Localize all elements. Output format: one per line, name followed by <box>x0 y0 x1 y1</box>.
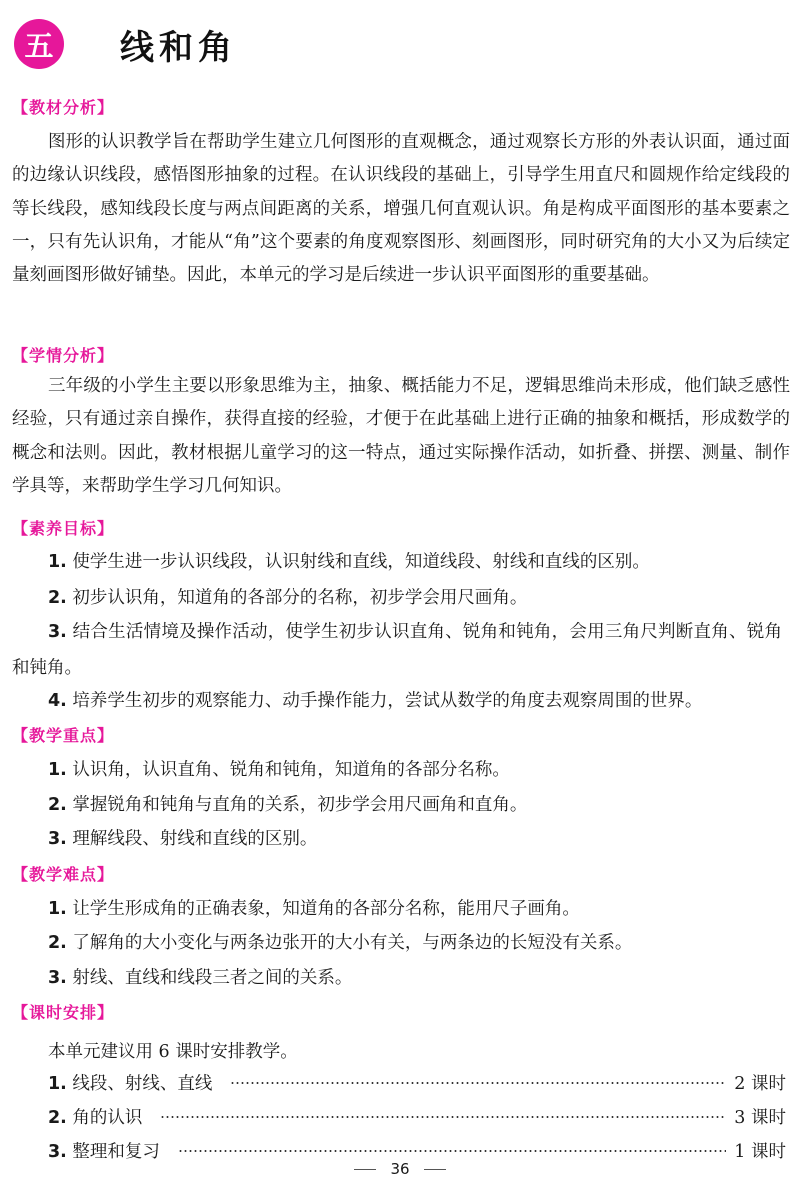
difficulty-item <box>12 960 782 996</box>
schedule-intro: 本单元建议用 6 课时安排教学。 <box>48 1042 298 1062</box>
schedule-hours: 2 课时 <box>734 1074 786 1094</box>
keypoint-item <box>12 787 782 823</box>
difficulty-item <box>12 891 782 927</box>
keypoint-item <box>12 752 782 788</box>
goal-item <box>12 544 782 580</box>
section-heading-goals: 【素养目标】 <box>12 519 115 538</box>
keypoint-text: 理解线段、射线和直线的区别。 <box>72 829 318 849</box>
page-footer <box>0 1160 800 1178</box>
schedule-number: 1. <box>48 1074 67 1094</box>
goal-text: 初步认识角，知道角的各部分的名称，初步学会用尺画角。 <box>72 588 528 608</box>
keypoint-number: 3. <box>48 829 67 849</box>
section-heading-keypoints: 【教学重点】 <box>12 726 115 745</box>
keypoint-text: 掌握锐角和钝角与直角的关系，初步学会用尺画角和直角。 <box>72 795 528 815</box>
difficulty-text: 了解角的大小变化与两条边张开的大小有关，与两条边的长短没有关系。 <box>72 933 633 953</box>
schedule-hours: 3 课时 <box>734 1108 786 1128</box>
goal-item <box>12 614 782 686</box>
section-heading-students: 【学情分析】 <box>12 346 115 365</box>
section-heading-schedule: 【课时安排】 <box>12 1003 115 1022</box>
goal-item <box>12 580 782 616</box>
goal-number: 1. <box>48 552 67 572</box>
keypoint-number: 1. <box>48 760 67 780</box>
schedule-lesson-name: 角的认识 <box>72 1108 143 1128</box>
schedule-number: 2. <box>48 1108 67 1128</box>
difficulty-number: 3. <box>48 968 67 988</box>
schedule-lesson-name: 线段、射线、直线 <box>72 1074 213 1094</box>
section-heading-textbook: 【教材分析】 <box>12 98 115 117</box>
goal-item <box>12 683 782 719</box>
textbook-analysis-paragraph: 图形的认识教学旨在帮助学生建立几何图形的直观概念，通过观察长方形的外表认识面，通过面的边缘认识线段，感悟图形抽象的过程。在认识线段的基础上，引导学生用直尺和圆规作给定线段的等长线段，感知线段长度与两点间距离的关系，增强几何直观认识。角是构成平面图形的基本要素之一，只有先认识角，才能从“角”这个要素的角度观察图形、刻画图形，同时研究角的大小又为后续定量刻画图形做好铺垫。因此，本单元的学习是后续进一步认识平面图形的重要基础。 <box>12 132 790 286</box>
keypoint-text: 认识角，认识直角、锐角和钝角，知道角的各部分名称。 <box>72 760 510 780</box>
goal-text: 使学生进一步认识线段，认识射线和直线，知道线段、射线和直线的区别。 <box>72 552 650 572</box>
schedule-lesson <box>48 1070 212 1095</box>
schedule-lesson <box>48 1104 142 1129</box>
goal-number: 4. <box>48 691 67 711</box>
section-heading-difficulties: 【教学难点】 <box>12 865 115 884</box>
difficulty-text: 让学生形成角的正确表象，知道角的各部分名称，能用尺子画角。 <box>72 899 580 919</box>
keypoint-item <box>12 821 782 857</box>
schedule-hours: 1 课时 <box>734 1142 786 1162</box>
goal-text: 结合生活情境及操作活动，使学生初步认识直角、锐角和钝角，会用三角尺判断直角、锐角和钝角。 <box>12 622 782 678</box>
dot-leader <box>230 1082 726 1084</box>
dot-leader <box>160 1116 726 1118</box>
chapter-header <box>14 16 237 72</box>
chapter-number-badge: 五 <box>14 19 64 69</box>
schedule-lesson-name: 整理和复习 <box>72 1142 160 1162</box>
difficulty-item <box>12 925 782 961</box>
goal-number: 3. <box>48 622 67 642</box>
difficulty-text: 射线、直线和线段三者之间的关系。 <box>72 968 353 988</box>
student-analysis-paragraph: 三年级的小学生主要以形象思维为主，抽象、概括能力不足，逻辑思维尚未形成，他们缺乏感性经验，只有通过亲自操作，获得直接的经验，才便于在此基础上进行正确的抽象和概括，形成数学的概念和法则。因此，教材根据儿童学习的这一特点，通过实际操作活动，如折叠、拼摆、测量、制作学具等，来帮助学生学习几何知识。 <box>12 376 790 496</box>
difficulty-number: 1. <box>48 899 67 919</box>
difficulty-number: 2. <box>48 933 67 953</box>
footer-rule-right <box>424 1169 446 1170</box>
footer-rule-left <box>354 1169 376 1170</box>
chapter-title: 线和角 <box>120 27 237 68</box>
page-number: 36 <box>390 1160 410 1178</box>
schedule-row <box>48 1104 786 1129</box>
schedule-row <box>48 1070 786 1095</box>
goal-text: 培养学生初步的观察能力、动手操作能力，尝试从数学的角度去观察周围的世界。 <box>72 691 703 711</box>
schedule-number: 3. <box>48 1142 67 1162</box>
goal-number: 2. <box>48 588 67 608</box>
keypoint-number: 2. <box>48 795 67 815</box>
dot-leader <box>178 1150 726 1152</box>
